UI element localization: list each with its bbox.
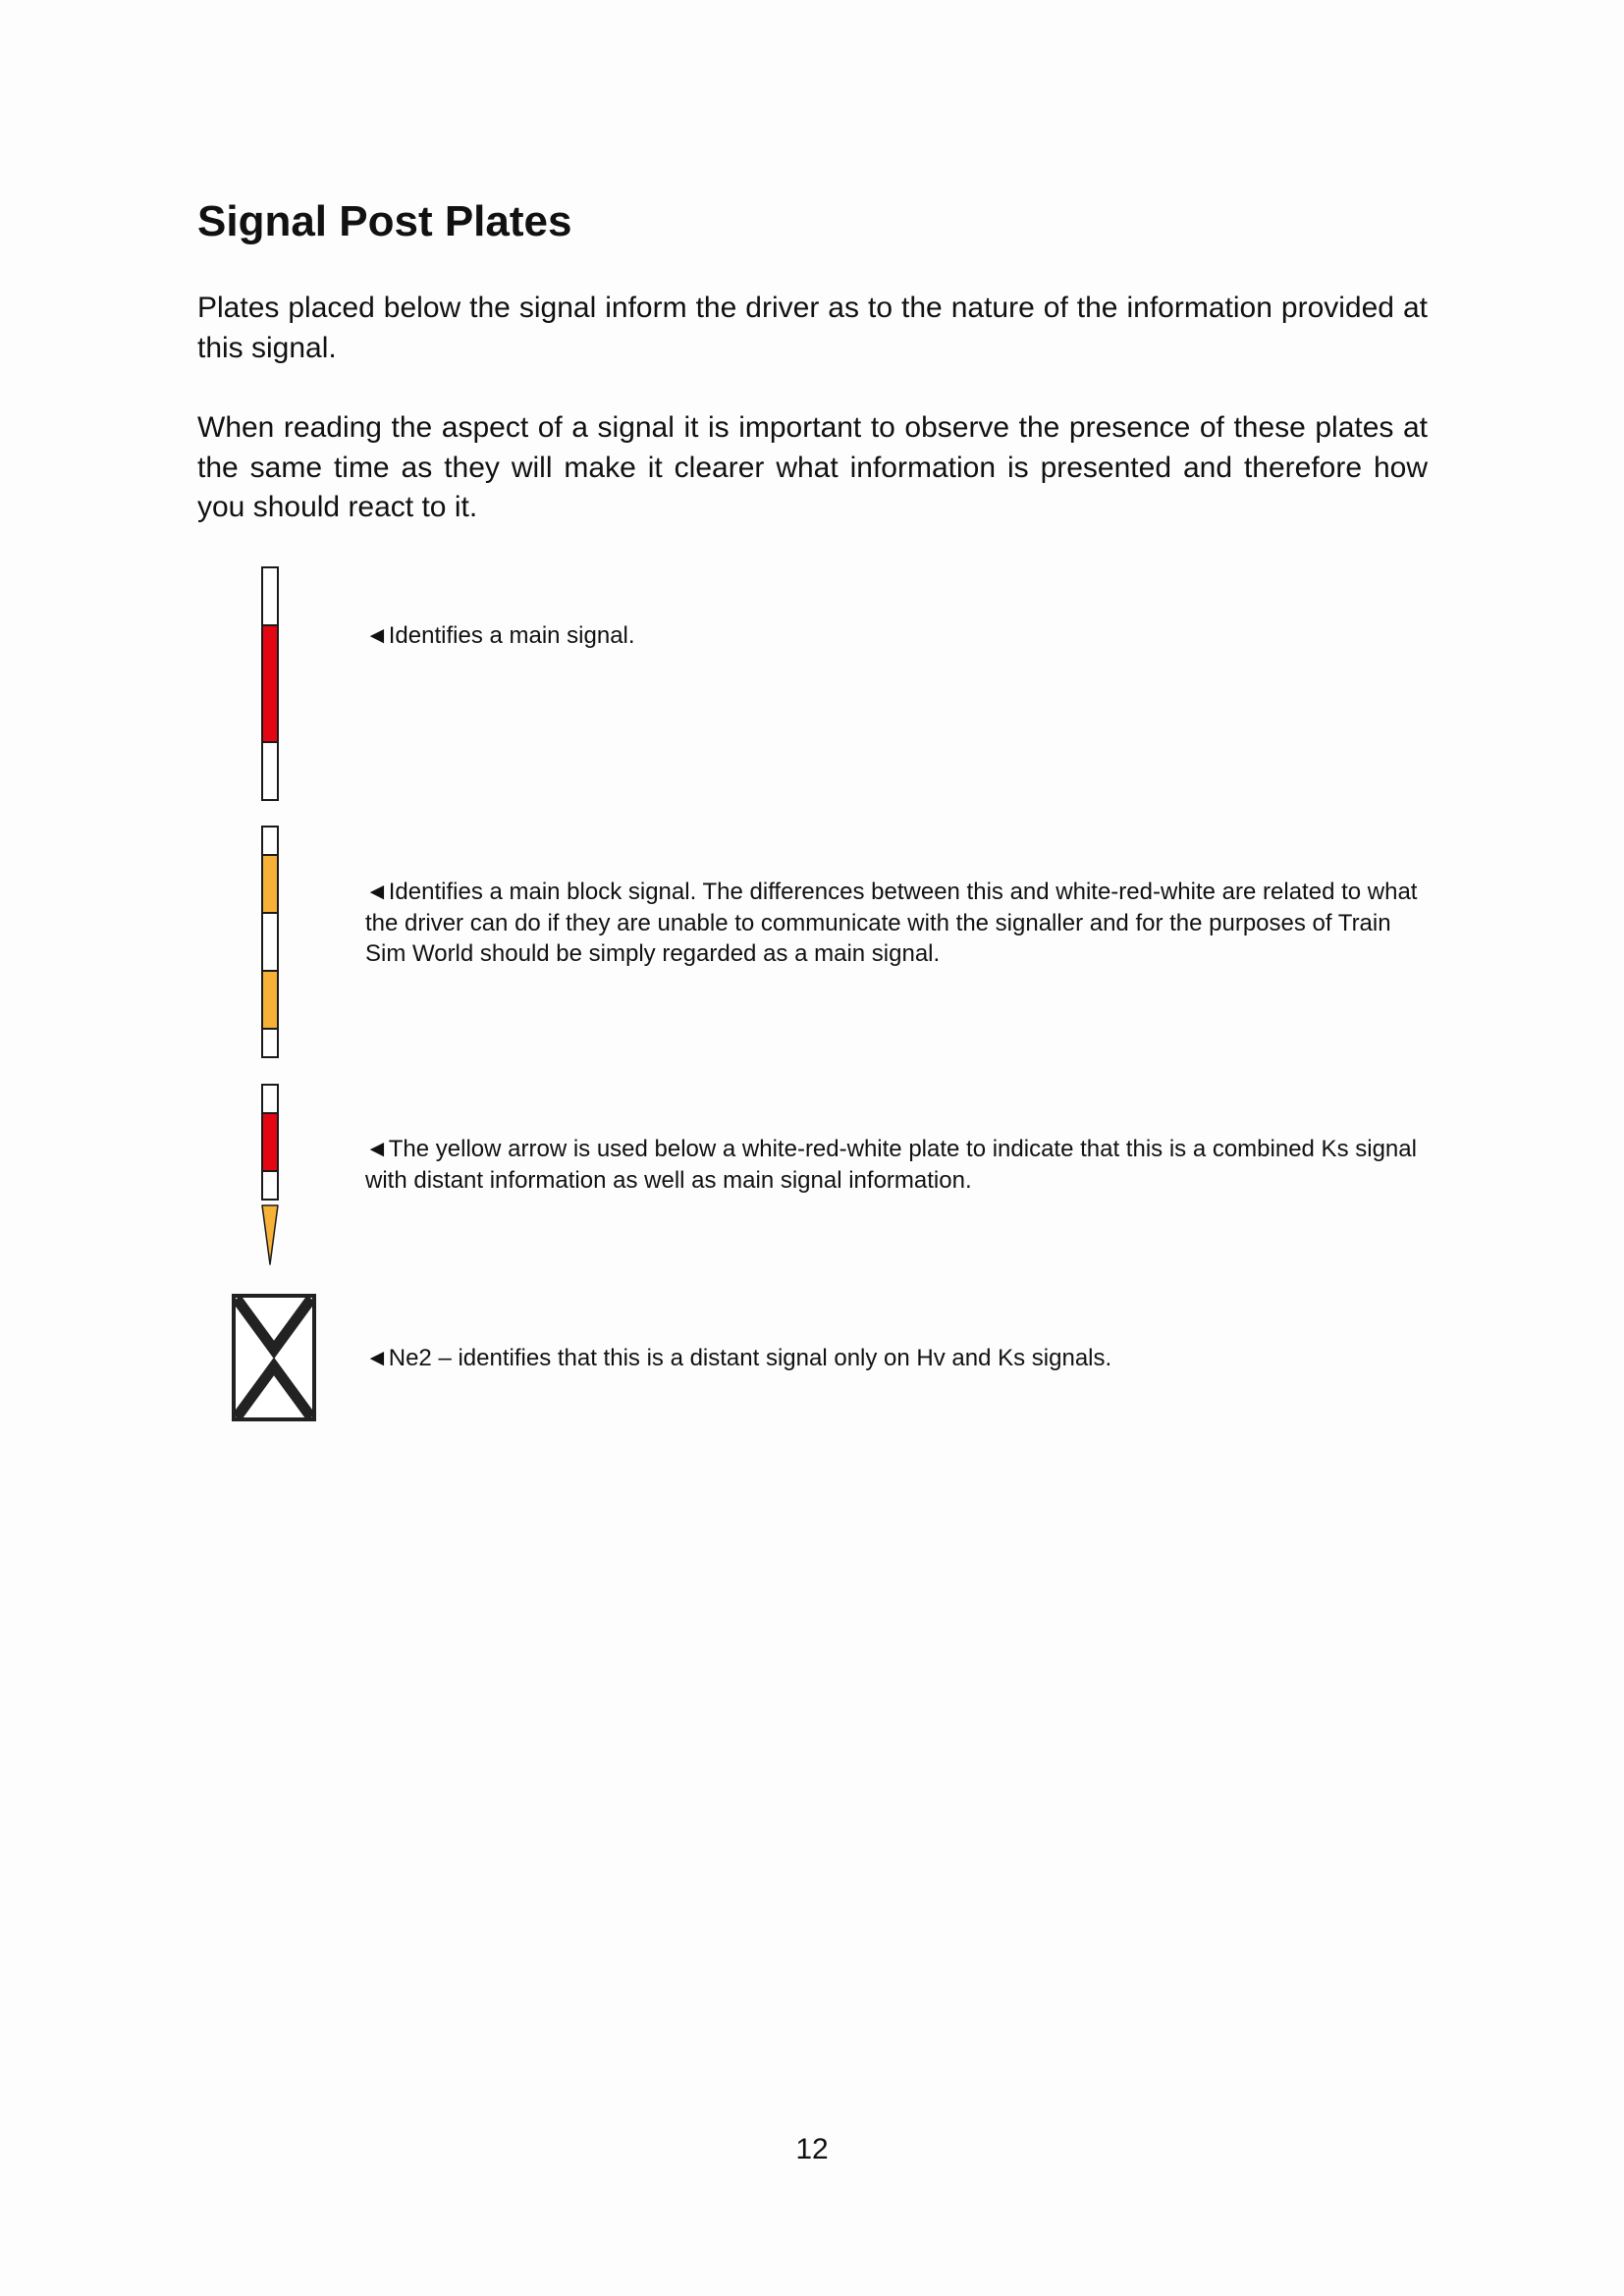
main-signal-caption: ◄Identifies a main signal. [365,622,635,649]
ne2-caption: ◄Ne2 – identifies that this is a distant signal only on Hv and Ks signals. [365,1345,1112,1371]
intro-paragraph: Plates placed below the signal inform the driver as to the nature of the information provided at this signal. [197,292,1428,364]
page-title: Signal Post Plates [197,197,572,245]
page-number: 12 [795,2133,829,2165]
white-red-white-plate-icon [261,566,285,802]
white-yellow-white-yellow-white-plate-icon [261,826,285,1059]
main-block-signal-caption: ◄Identifies a main block signal. The differences between this and white-red-white are related to what the driver can do if they are unable to communicate with the signaller and for the purposes of Train Sim World should be simply regarded as a main signal. [365,879,1418,967]
white-red-white-plate-with-yellow-arrow-icon [261,1084,285,1266]
reading-paragraph: When reading the aspect of a signal it is important to observe the presence of these plates at the same time as they will make it clearer what information is presented and therefore how you should react to it. [197,411,1428,523]
combined-ks-signal-caption: ◄The yellow arrow is used below a white-red-white plate to indicate that this is a combined Ks signal with distant information as well as main signal information. [365,1136,1417,1194]
ne2-plate-icon [229,1293,319,1424]
